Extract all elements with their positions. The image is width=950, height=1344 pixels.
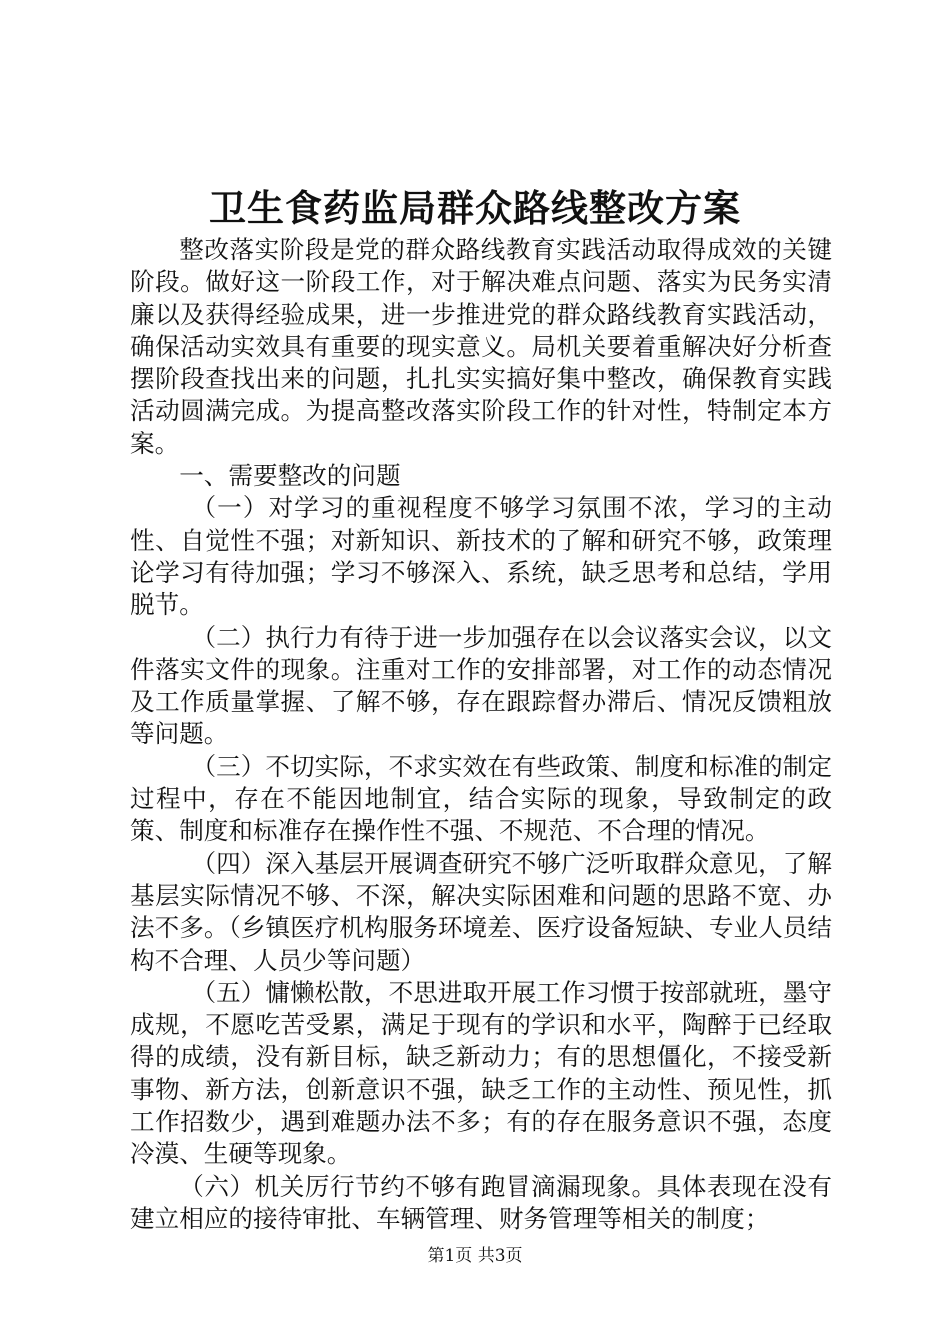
- section-heading: 一、需要整改的问题: [179, 461, 401, 491]
- issue-item-2: （二）执行力有待于进一步加强存在以会议落实会议，以文件落实文件的现象。注重对工作的安排部署，对工作的动态情况及工作质量掌握、了解不够，存在跟踪督办滞后、情况反馈粗放等问题。: [130, 622, 832, 749]
- document-title: 卫生食药监局群众路线整改方案: [209, 186, 741, 230]
- issue-item-1: （一）对学习的重视程度不够学习氛围不浓，学习的主动性、自觉性不强；对新知识、新技术的了解和研究不够，政策理论学习有待加强；学习不够深入、系统，缺乏思考和总结，学用脱节。: [130, 493, 832, 620]
- issue-item-5: （五）慵懒松散，不思进取开展工作习惯于按部就班，墨守成规，不愿吃苦受累，满足于现有的学识和水平，陶醉于已经取得的成绩，没有新目标，缺乏新动力；有的思想僵化，不接受新事物、新方法，创新意识不强，缺乏工作的主动性、预见性，抓工作招数少，遇到难题办法不多；有的存在服务意识不强，态度冷漠、生硬等现象。: [130, 977, 832, 1169]
- intro-paragraph: 整改落实阶段是党的群众路线教育实践活动取得成效的关键阶段。做好这一阶段工作，对于解决难点问题、落实为民务实清廉以及获得经验成果，进一步推进党的群众路线教育实践活动，确保活动实效具有重要的现实意义。局机关要着重解决好分析查摆阶段查找出来的问题，扎扎实实搞好集中整改，确保教育实践活动圆满完成。为提高整改落实阶段工作的针对性，特制定本方案。: [130, 235, 832, 458]
- issue-item-6: （六）机关厉行节约不够有跑冒滴漏现象。具体表现在没有建立相应的接待审批、车辆管理、财务管理等相关的制度；: [130, 1171, 832, 1233]
- page-footer: 第1页 共3页: [427, 1246, 523, 1266]
- issue-item-3: （三）不切实际，不求实效在有些政策、制度和标准的制定过程中，存在不能因地制宜，结合实际的现象，导致制定的政策、制度和标准存在操作性不强、不规范、不合理的情况。: [130, 751, 832, 846]
- issue-item-4: （四）深入基层开展调查研究不够广泛听取群众意见，了解基层实际情况不够、不深，解决实际困难和问题的思路不宽、办法不多。（乡镇医疗机构服务环境差、医疗设备短缺、专业人员结构不合理、人员少等问题）: [130, 848, 832, 975]
- document-body: [130, 234, 832, 1235]
